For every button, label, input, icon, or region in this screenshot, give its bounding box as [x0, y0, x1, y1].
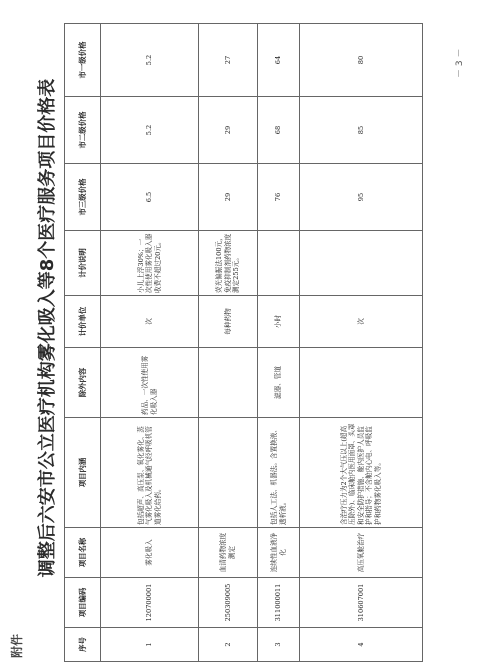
cell-price-level2: 68 — [258, 97, 300, 164]
header-unit: 计价单位 — [65, 296, 101, 348]
cell-seq: 2 — [199, 628, 258, 662]
cell-price-level3: 29 — [199, 164, 258, 231]
page-title: 调整后六安市公立医疗机构雾化吸入等8个医疗服务项目价格表 — [37, 78, 58, 578]
cell-note — [258, 231, 300, 296]
cell-price-level1: 5.2 — [101, 24, 199, 97]
header-price-level2: 市二级价格 — [65, 97, 101, 164]
cell-name: 雾化吸入 — [101, 528, 199, 578]
header-content: 项目内涵 — [65, 418, 101, 528]
cell-exclusion: 滤器、管道 — [258, 348, 300, 418]
cell-seq: 1 — [101, 628, 199, 662]
header-price-level3: 市三级价格 — [65, 164, 101, 231]
cell-code: 311000011 — [258, 578, 300, 628]
header-name: 项目名称 — [65, 528, 101, 578]
cell-content — [199, 418, 258, 528]
cell-name: 高压氧舱治疗 — [300, 528, 423, 578]
cell-unit: 小时 — [258, 296, 300, 348]
header-note: 计价说明 — [65, 231, 101, 296]
cell-unit: 次 — [101, 296, 199, 348]
cell-code: 120700001 — [101, 578, 199, 628]
table-header-row — [65, 24, 101, 662]
cell-exclusion — [199, 348, 258, 418]
cell-content: 包括超声、高压泵、氧化雾化、蒸气雾化吸入及机械通气经呼吸机管道雾化给药。 — [101, 418, 199, 528]
header-price-level1: 市一级价格 — [65, 24, 101, 97]
cell-exclusion — [300, 348, 423, 418]
cell-note: 小儿上浮30%；一次性使用雾化吸入器收费不超过20元。 — [101, 231, 199, 296]
cell-unit: 次 — [300, 296, 423, 348]
attachment-label: 附件 — [10, 633, 24, 658]
header-seq: 序号 — [65, 628, 101, 662]
price-table — [64, 23, 423, 662]
table-row — [258, 24, 300, 662]
cell-price-level1: 80 — [300, 24, 423, 97]
cell-seq: 3 — [258, 628, 300, 662]
header-code: 项目编码 — [65, 578, 101, 628]
cell-price-level2: 85 — [300, 97, 423, 164]
cell-name: 血清药物浓度测定 — [199, 528, 258, 578]
cell-seq: 4 — [300, 628, 423, 662]
table-row — [300, 24, 423, 662]
cell-price-level2: 29 — [199, 97, 258, 164]
cell-code: 250309005 — [199, 578, 258, 628]
cell-code: 310607001 — [300, 578, 423, 628]
cell-name: 连续性血液净化 — [258, 528, 300, 578]
cell-unit: 每种药物 — [199, 296, 258, 348]
cell-note — [300, 231, 423, 296]
cell-price-level1: 27 — [199, 24, 258, 97]
cell-price-level3: 76 — [258, 164, 300, 231]
cell-content: 包括人工法、机器法。含置换液、透析液。 — [258, 418, 300, 528]
page-number: － 3 － — [455, 48, 465, 78]
cell-exclusion: 药品、一次性使用雾化吸入器 — [101, 348, 199, 418]
cell-price-level3: 6.5 — [101, 164, 199, 231]
cell-price-level1: 64 — [258, 24, 300, 97]
table-row — [199, 24, 258, 662]
header-exclusion: 除外内容 — [65, 348, 101, 418]
cell-content: 含治疗压力为2个大气压以上(超高压除外)、临床舱内医用面罩、头罩和安全防护措施、舱内医护人员监护和指导；不含舱内心电、呼吸监护和药物雾化吸入等。 — [300, 418, 423, 528]
cell-note: 荧光偏振法100元，免疫抑制剂药物浓度测定255元。 — [199, 231, 258, 296]
cell-price-level3: 95 — [300, 164, 423, 231]
table-row — [101, 24, 199, 662]
cell-price-level2: 5.2 — [101, 97, 199, 164]
